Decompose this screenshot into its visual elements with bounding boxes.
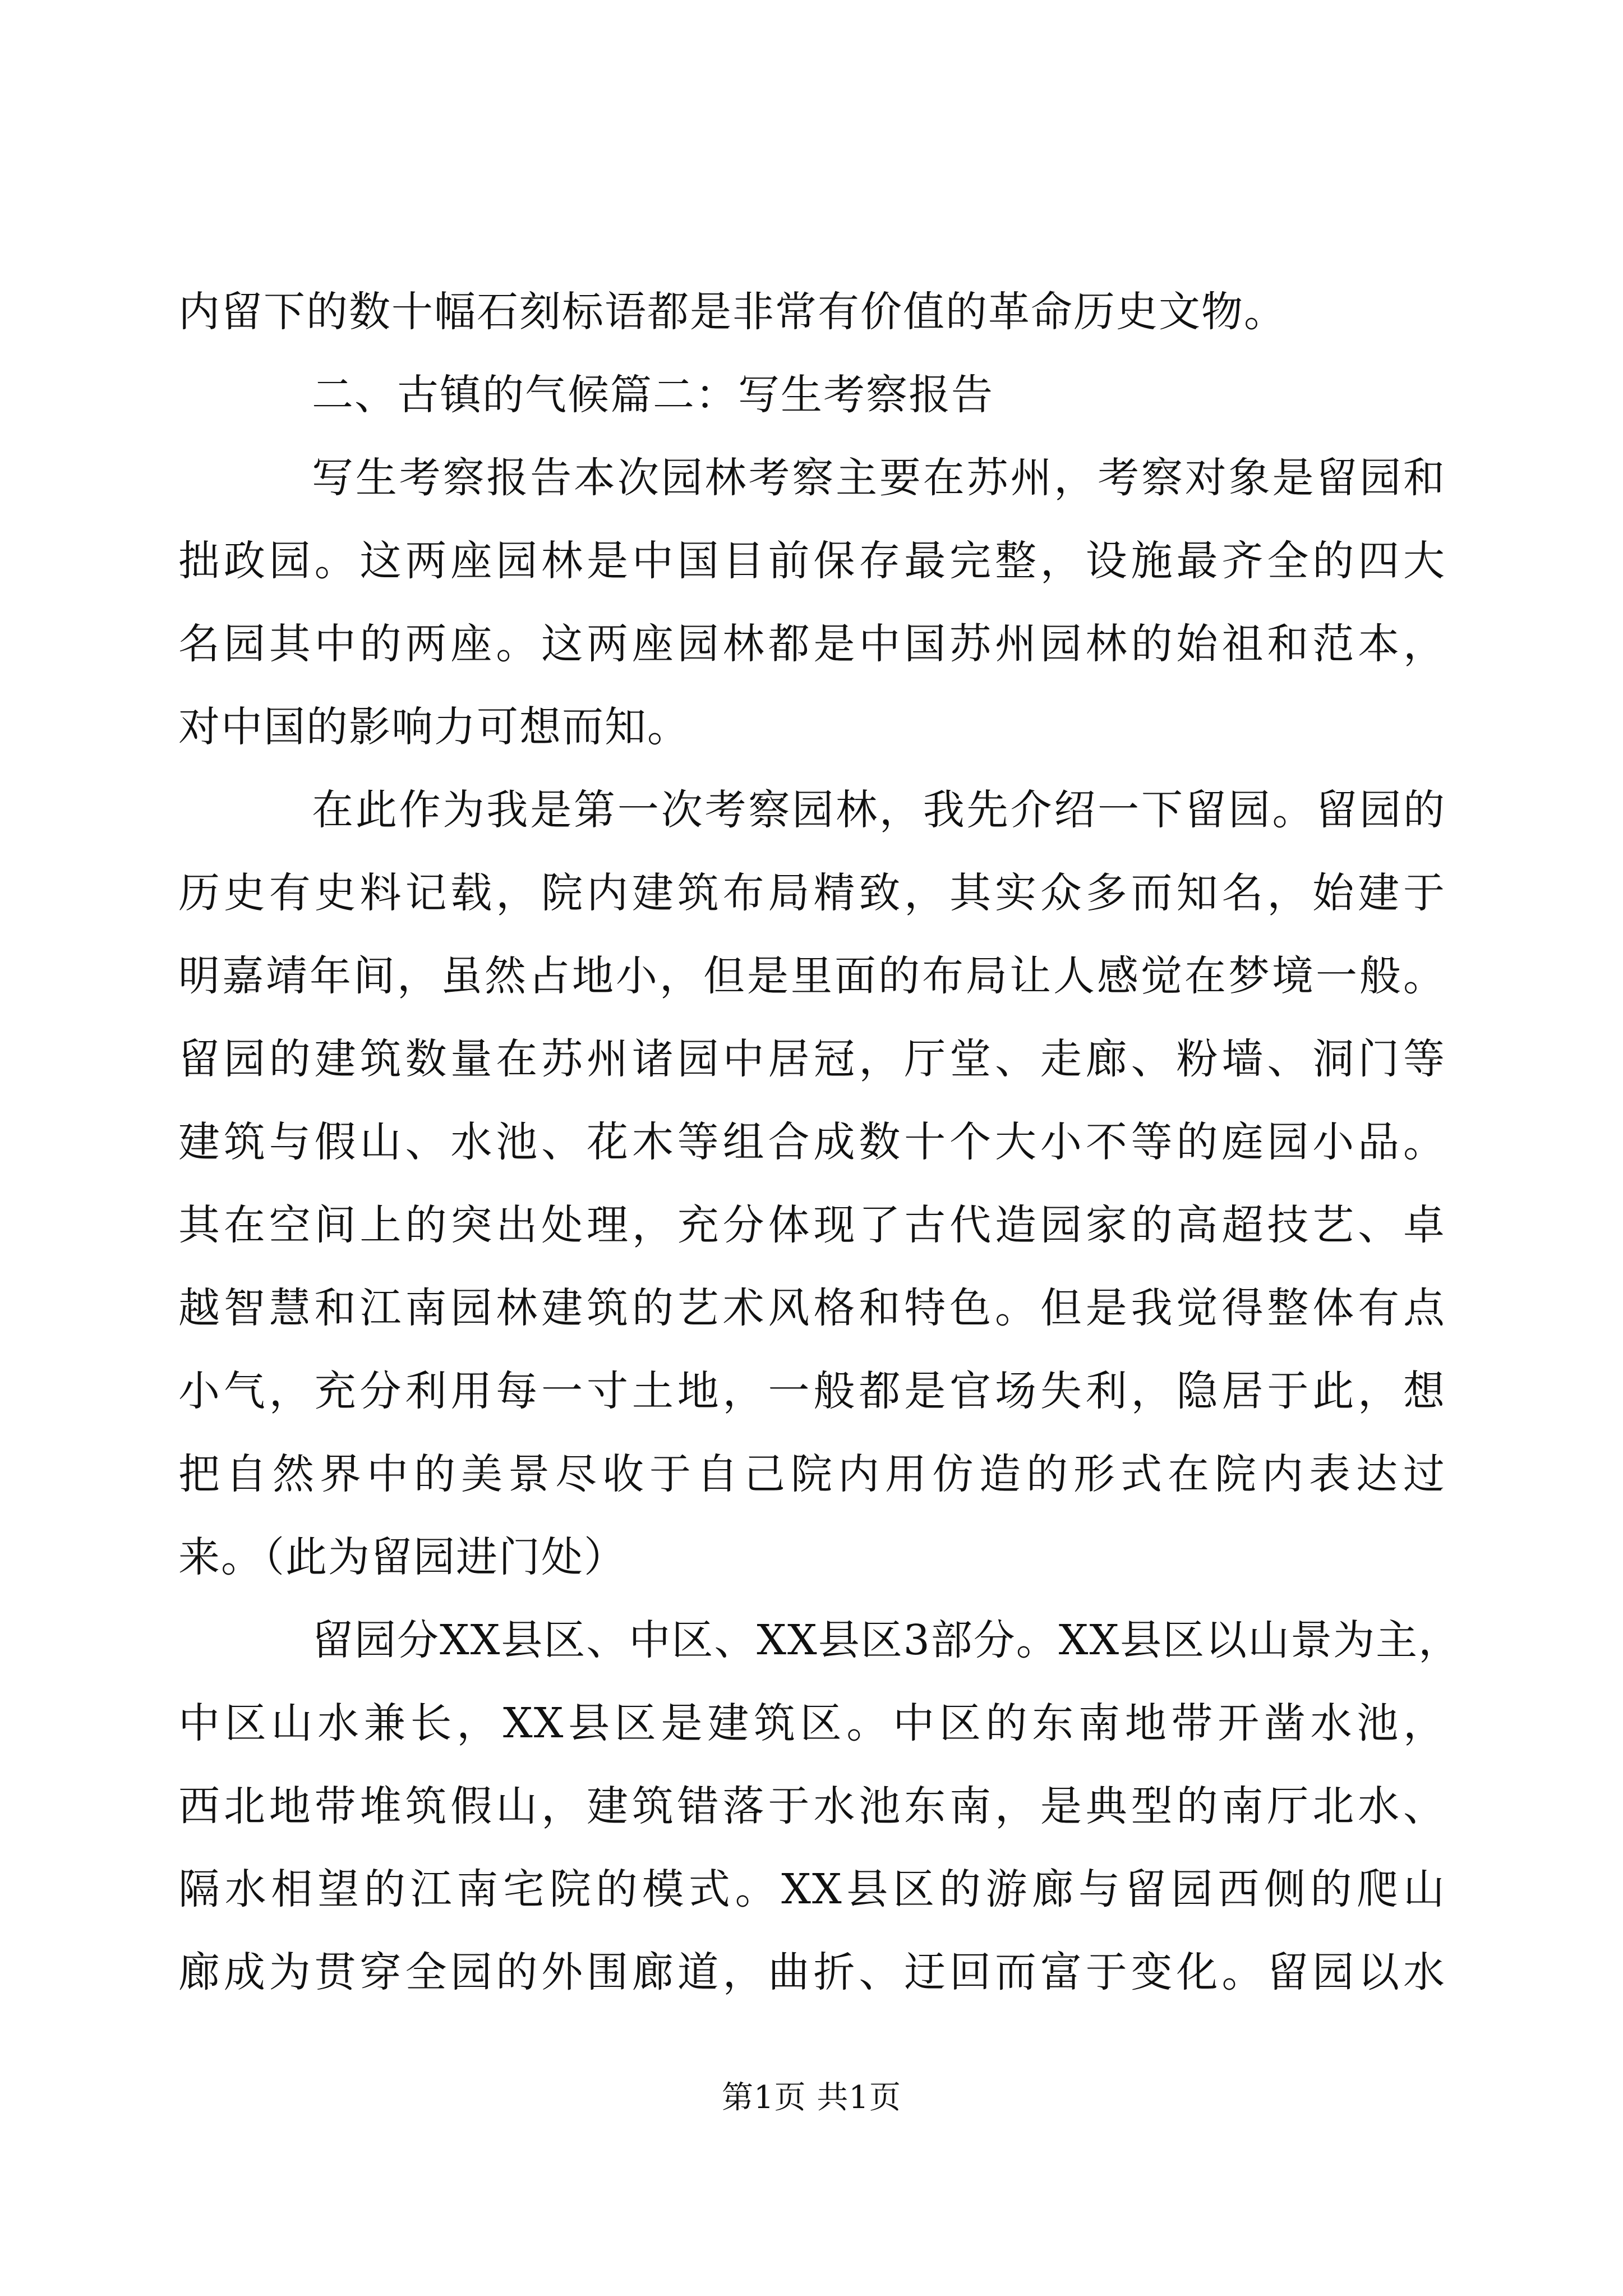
section-heading: 二、古镇的气候篇二：写生考察报告 [312, 371, 994, 419]
paragraph-line: 在此作为我是第一次考察园林，我先介绍一下留园。留园的 [312, 786, 1446, 834]
page-footer: 第1页 共1页 [721, 2079, 902, 2116]
paragraph-line: 其在空间上的突出处理，充分体现了古代造园家的高超技艺、卓 [178, 1201, 1446, 1249]
paragraph-line: 西北地带堆筑假山，建筑错落于水池东南，是典型的南厅北水、 [178, 1782, 1446, 1830]
paragraph-line: 把自然界中的美景尽收于自己院内用仿造的形式在院内表达过 [178, 1450, 1446, 1498]
paragraph-line: 写生考察报告本次园林考察主要在苏州，考察对象是留园和 [312, 454, 1446, 502]
text-line: 内留下的数十幅石刻标语都是非常有价值的革命历史文物。 [178, 288, 1287, 336]
paragraph-line: 建筑与假山、水池、花木等组合成数十个大小不等的庭园小品。 [178, 1118, 1446, 1166]
paragraph-line: 来。（此为留园进门处） [178, 1533, 626, 1581]
paragraph-line: 明嘉靖年间，虽然占地小，但是里面的布局让人感觉在梦境一般。 [178, 952, 1446, 1000]
paragraph-line: 历史有史料记载，院内建筑布局精致，其实众多而知名，始建于 [178, 869, 1446, 917]
document-body [178, 270, 1461, 2014]
paragraph-line: 对中国的影响力可想而知。 [178, 703, 690, 751]
paragraph-line: 拙政园。这两座园林是中国目前保存最完整，设施最齐全的四大 [178, 537, 1446, 585]
paragraph-line: 隔水相望的江南宅院的模式。XX县区的游廊与留园西侧的爬山 [178, 1865, 1446, 1913]
paragraph-line: 中区山水兼长，XX县区是建筑区。中区的东南地带开凿水池， [178, 1699, 1446, 1747]
paragraph-line: 留园的建筑数量在苏州诸园中居冠，厅堂、走廊、粉墙、洞门等 [178, 1035, 1446, 1083]
paragraph-line: 越智慧和江南园林建筑的艺术风格和特色。但是我觉得整体有点 [178, 1284, 1446, 1332]
paragraph-line: 小气，充分利用每一寸土地，一般都是官场失利，隐居于此，想 [178, 1367, 1446, 1415]
paragraph-line: 名园其中的两座。这两座园林都是中国苏州园林的始祖和范本， [178, 620, 1446, 668]
paragraph-line: 留园分XX县区、中区、XX县区3部分。XX县区以山景为主， [312, 1616, 1461, 1664]
paragraph-line: 廊成为贯穿全园的外围廊道，曲折、迂回而富于变化。留园以水 [178, 1948, 1446, 1996]
